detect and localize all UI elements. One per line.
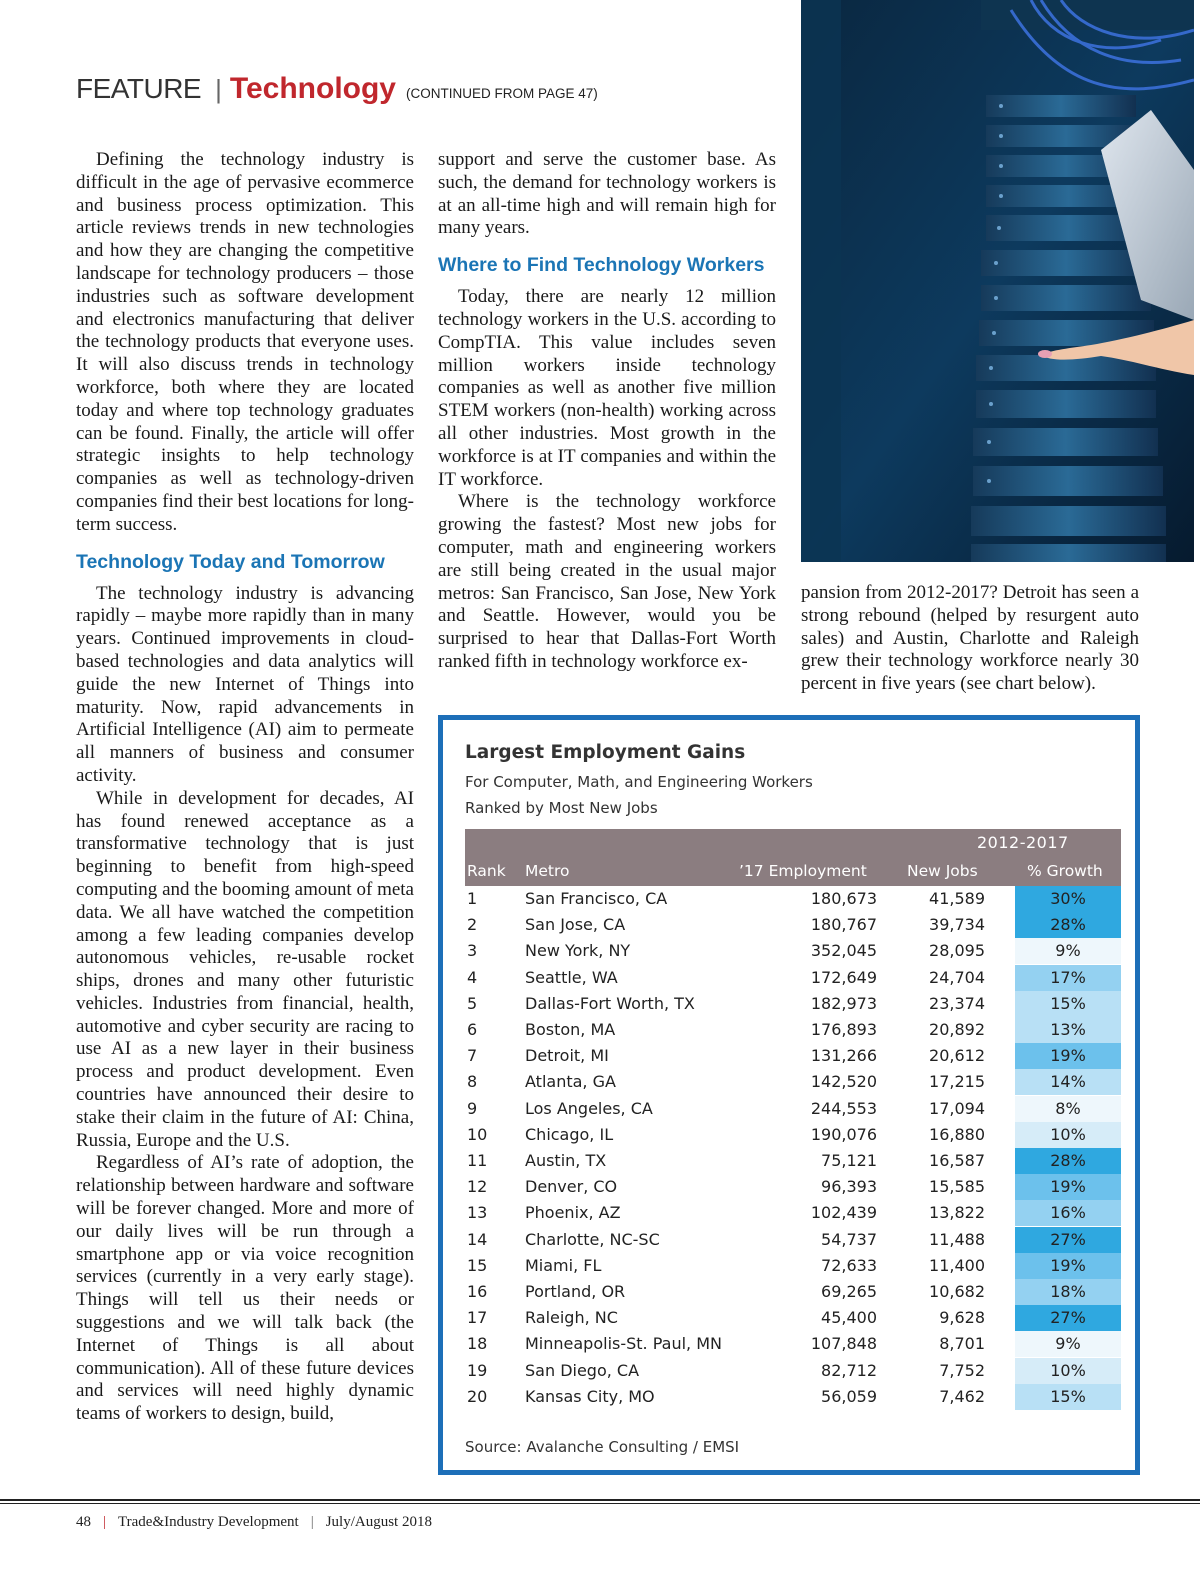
rank-cell: 4 <box>467 967 478 987</box>
table-header <box>465 829 1121 886</box>
rank-cell: 15 <box>467 1255 488 1275</box>
table-row <box>465 1174 1121 1200</box>
table-subtitle: For Computer, Math, and Engineering Workers <box>465 773 813 791</box>
col-header-employment: ’17 Employment <box>739 862 867 880</box>
rank-cell: 2 <box>467 915 478 935</box>
page-header <box>76 72 598 106</box>
metro-cell: Phoenix, AZ <box>525 1203 621 1223</box>
employment-cell: 82,712 <box>821 1360 877 1380</box>
rank-cell: 8 <box>467 1072 478 1092</box>
article-column-2 <box>438 149 776 674</box>
growth-cell: 30% <box>1015 886 1121 912</box>
table-row <box>465 1253 1121 1279</box>
period-label: 2012-2017 <box>977 833 1069 852</box>
rank-cell: 5 <box>467 993 478 1013</box>
new-jobs-cell: 17,094 <box>929 1098 985 1118</box>
server-rack-photo <box>801 0 1194 562</box>
rank-cell: 18 <box>467 1334 488 1354</box>
metro-cell: New York, NY <box>525 941 631 961</box>
rank-cell: 6 <box>467 1020 478 1039</box>
employment-gains-table <box>438 715 1140 1475</box>
body-paragraph: pansion from 2012-2017? Detroit has seen a strong rebound (helped by resurgent auto sales) and Austin, Charlotte and Raleigh grew their technology workforce nearly 30 percent in five years (see chart below). <box>801 582 1139 695</box>
metro-cell: Charlotte, NC-SC <box>525 1229 660 1249</box>
table-row <box>465 1384 1121 1410</box>
table-row <box>465 938 1121 964</box>
metro-cell: Kansas City, MO <box>525 1386 655 1406</box>
table-row <box>465 1358 1121 1384</box>
employment-cell: 107,848 <box>810 1334 877 1354</box>
employment-cell: 180,767 <box>810 915 877 935</box>
metro-cell: Dallas-Fort Worth, TX <box>525 993 695 1013</box>
employment-cell: 190,076 <box>810 1124 877 1144</box>
table-row <box>465 1122 1121 1148</box>
metro-cell: Boston, MA <box>525 1020 616 1039</box>
new-jobs-cell: 7,752 <box>939 1360 985 1380</box>
body-paragraph: Where is the technology workforce growing the fastest? Most new jobs for computer, math and engineering workers are still being created in the usual major metros: San Francisco, San Jose, New York and Seattle. However, would you be surprised to hear that Dallas-Fort Worth ranked fifth in technology workforce ex- <box>438 491 776 672</box>
metro-cell: Detroit, MI <box>525 1046 609 1066</box>
continued-note: (CONTINUED FROM PAGE 47) <box>406 86 598 101</box>
new-jobs-cell: 15,585 <box>929 1177 985 1197</box>
metro-cell: Chicago, IL <box>525 1124 614 1144</box>
new-jobs-cell: 39,734 <box>929 915 985 935</box>
article-column-3 <box>801 582 1139 696</box>
page-number: 48 <box>76 1514 91 1530</box>
growth-cell: 28% <box>1015 1148 1121 1174</box>
footer-rule <box>0 1499 1200 1501</box>
col-header-metro: Metro <box>525 862 570 880</box>
footer-separator: | <box>310 1514 314 1530</box>
table-row <box>465 1096 1121 1122</box>
rank-cell: 16 <box>467 1282 488 1301</box>
metro-cell: San Francisco, CA <box>525 889 668 908</box>
table-row <box>465 1043 1121 1069</box>
growth-cell: 16% <box>1015 1200 1121 1226</box>
rank-cell: 10 <box>467 1124 488 1144</box>
growth-cell: 18% <box>1015 1279 1121 1305</box>
footer-separator: | <box>103 1514 107 1530</box>
new-jobs-cell: 17,215 <box>929 1072 985 1092</box>
growth-cell: 28% <box>1015 912 1121 938</box>
employment-cell: 176,893 <box>810 1020 877 1039</box>
header-separator: | <box>215 74 222 104</box>
growth-cell: 10% <box>1015 1122 1121 1148</box>
new-jobs-cell: 7,462 <box>939 1386 985 1406</box>
rank-cell: 11 <box>467 1151 488 1170</box>
table-source: Source: Avalanche Consulting / EMSI <box>465 1438 740 1456</box>
metro-cell: San Diego, CA <box>525 1360 640 1380</box>
employment-cell: 56,059 <box>821 1386 877 1406</box>
metro-cell: San Jose, CA <box>525 915 626 935</box>
table-subtitle-ranking: Ranked by Most New Jobs <box>465 799 658 817</box>
rank-cell: 20 <box>467 1386 488 1406</box>
new-jobs-cell: 28,095 <box>929 941 985 961</box>
new-jobs-cell: 23,374 <box>929 993 985 1013</box>
new-jobs-cell: 13,822 <box>929 1203 985 1223</box>
rank-cell: 3 <box>467 941 478 961</box>
table-row <box>465 1200 1121 1226</box>
rank-cell: 7 <box>467 1046 478 1066</box>
new-jobs-cell: 16,880 <box>929 1124 985 1144</box>
employment-cell: 352,045 <box>810 941 877 961</box>
employment-cell: 131,266 <box>810 1046 877 1066</box>
table-row <box>465 1017 1121 1043</box>
metro-cell: Seattle, WA <box>525 967 618 987</box>
page-footer <box>76 1514 432 1531</box>
body-paragraph: The technology industry is advancing rapidly – maybe more rapidly than in many years. Continued improvements in cloud-based technologies and data analytics will guide the new Internet of Things into maturity. Now, rapid advancements in Artificial Intelligence (AI) aim to permeate all manners of business and consumer activity. <box>76 582 414 786</box>
col-header-new-jobs: New Jobs <box>907 862 978 880</box>
rank-cell: 13 <box>467 1203 488 1223</box>
body-paragraph: Defining the technology industry is difficult in the age of pervasive ecommerce and business process optimization. This article reviews trends in new technologies and how they are changing the competitive landscape for technology producers – those industries such as software development and electronics manufacturing that deliver the technology products that everyone uses. It will also discuss trends in technology workforce, both where they are located today and where top technology graduates can be found. Finally, the article will offer strategic insights to help technology companies as well as technology-driven companies find their best locations for long-term success. <box>76 149 414 535</box>
rank-cell: 1 <box>467 889 478 908</box>
metro-cell: Atlanta, GA <box>525 1072 616 1092</box>
feature-label: FEATURE <box>76 73 202 104</box>
table-row <box>465 886 1121 912</box>
employment-cell: 75,121 <box>821 1151 877 1170</box>
rank-cell: 19 <box>467 1360 488 1380</box>
table-row <box>465 1331 1121 1357</box>
new-jobs-cell: 24,704 <box>929 967 985 987</box>
body-paragraph: Regardless of AI’s rate of adoption, the relationship between hardware and software will be forever changed. More and more of our daily lives will be run through a smartphone app or via voice recognition services (currently in a very early stage). Things will tell us their needs or suggestions and we will talk back (the Internet of Things is all about communication). All of these future devices and services will need highly dynamic teams of workers to design, build, <box>76 1152 414 1425</box>
table-row <box>465 991 1121 1017</box>
growth-cell: 13% <box>1015 1017 1121 1043</box>
new-jobs-cell: 9,628 <box>939 1308 985 1328</box>
table-row <box>465 1305 1121 1331</box>
employment-cell: 69,265 <box>821 1282 877 1301</box>
metro-cell: Portland, OR <box>525 1282 626 1301</box>
growth-cell: 27% <box>1015 1227 1121 1253</box>
growth-cell: 15% <box>1015 991 1121 1017</box>
metro-cell: Minneapolis-St. Paul, MN <box>525 1334 722 1354</box>
publication-name: Trade&Industry Development <box>118 1514 299 1530</box>
table-row <box>465 1069 1121 1095</box>
growth-cell: 19% <box>1015 1174 1121 1200</box>
table-row <box>465 965 1121 991</box>
employment-cell: 180,673 <box>810 889 877 908</box>
new-jobs-cell: 20,612 <box>929 1046 985 1066</box>
rank-cell: 17 <box>467 1308 488 1328</box>
metro-cell: Miami, FL <box>525 1255 602 1275</box>
growth-cell: 19% <box>1015 1043 1121 1069</box>
footer-rule-thin <box>0 1503 1200 1504</box>
growth-cell: 27% <box>1015 1305 1121 1331</box>
rank-cell: 9 <box>467 1098 478 1118</box>
new-jobs-cell: 8,701 <box>939 1334 985 1354</box>
body-paragraph: While in development for decades, AI has found renewed acceptance as a transformative technology that is just beginning to benefit from high-speed computing and the booming amount of meta data. We all have watched the competition among a few leading companies develop autonomous vehicles, re-usable rocket ships, drones and many other futuristic vehicles. Industries from financial, health, automotive and cyber security are racing to use AI as a new layer in their business process and product development. Even countries have announced their desire to stake their claim in the future of AI: China, Russia, Europe and the U.S. <box>76 787 414 1151</box>
employment-cell: 182,973 <box>810 993 877 1013</box>
employment-cell: 102,439 <box>810 1203 877 1223</box>
table-row <box>465 1148 1121 1174</box>
growth-cell: 9% <box>1015 938 1121 964</box>
table-row <box>465 912 1121 938</box>
subheading: Technology Today and Tomorrow <box>76 550 385 573</box>
employment-cell: 72,633 <box>821 1255 877 1275</box>
employment-cell: 54,737 <box>821 1229 877 1249</box>
new-jobs-cell: 41,589 <box>929 889 985 908</box>
col-header-growth: % Growth <box>1027 862 1103 880</box>
growth-cell: 17% <box>1015 965 1121 991</box>
employment-cell: 45,400 <box>821 1308 877 1328</box>
issue-date: July/August 2018 <box>325 1514 432 1530</box>
body-paragraph: support and serve the customer base. As such, the demand for technology workers is at an all-time high and will remain high for many years. <box>438 149 776 239</box>
new-jobs-cell: 11,400 <box>929 1255 985 1275</box>
metro-cell: Austin, TX <box>525 1151 607 1170</box>
employment-cell: 244,553 <box>810 1098 877 1118</box>
employment-cell: 142,520 <box>810 1072 877 1092</box>
rank-cell: 12 <box>467 1177 488 1197</box>
body-paragraph: Today, there are nearly 12 million technology workers in the U.S. according to CompTIA. This value includes seven million workers inside technology companies as well as another five million STEM workers (non-health) working across all other industries. Most growth in the workforce is at IT companies and within the IT workforce. <box>438 286 776 490</box>
employment-cell: 96,393 <box>821 1177 877 1197</box>
growth-cell: 9% <box>1015 1331 1121 1357</box>
growth-cell: 14% <box>1015 1069 1121 1095</box>
metro-cell: Denver, CO <box>525 1177 618 1197</box>
growth-cell: 19% <box>1015 1253 1121 1279</box>
metro-cell: Raleigh, NC <box>525 1308 618 1328</box>
table-row <box>465 1279 1121 1305</box>
rank-cell: 14 <box>467 1229 488 1249</box>
new-jobs-cell: 16,587 <box>929 1151 985 1170</box>
employment-cell: 172,649 <box>810 967 877 987</box>
subheading: Where to Find Technology Workers <box>438 254 765 277</box>
new-jobs-cell: 11,488 <box>929 1229 985 1249</box>
growth-cell: 15% <box>1015 1384 1121 1410</box>
metro-cell: Los Angeles, CA <box>525 1098 653 1118</box>
table-title: Largest Employment Gains <box>465 742 746 763</box>
table-row <box>465 1227 1121 1253</box>
new-jobs-cell: 20,892 <box>929 1020 985 1039</box>
article-column-1 <box>76 149 414 1426</box>
col-header-rank: Rank <box>467 862 506 880</box>
growth-cell: 8% <box>1015 1096 1121 1122</box>
new-jobs-cell: 10,682 <box>929 1282 985 1301</box>
growth-cell: 10% <box>1015 1358 1121 1384</box>
section-title: Technology <box>229 72 396 105</box>
